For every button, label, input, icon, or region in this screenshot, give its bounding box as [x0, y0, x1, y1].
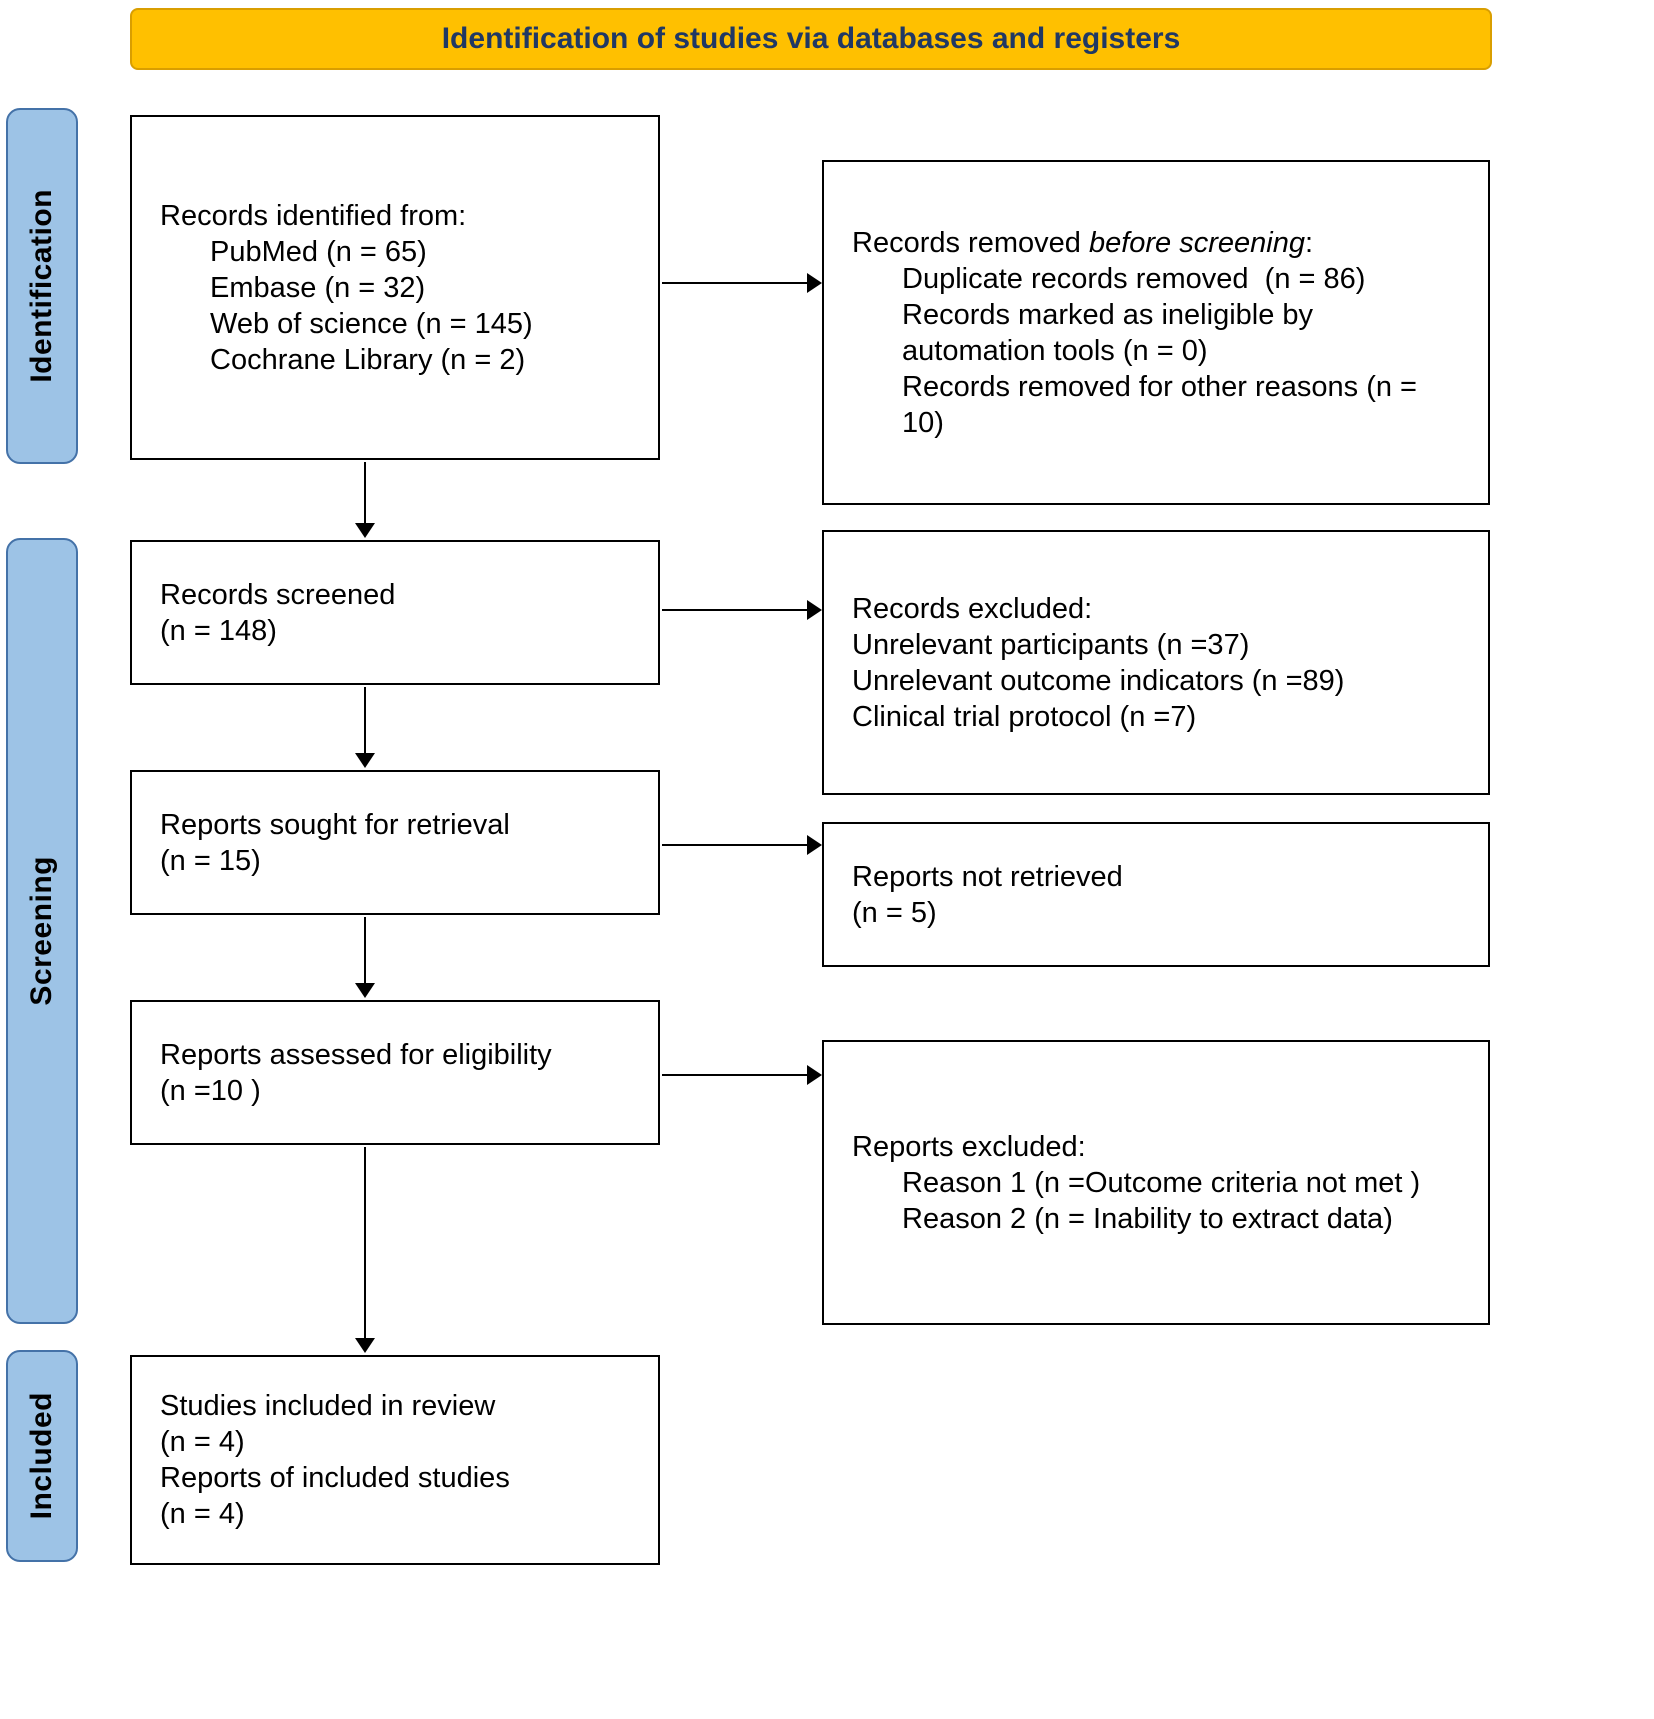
records-identified-item-web-of-science: Web of science (n = 145): [210, 307, 533, 340]
stage-label-screening-text: Screening: [25, 856, 58, 1006]
box-records-removed: [822, 160, 1490, 505]
records-identified-item-cochrane: Cochrane Library (n = 2): [210, 343, 526, 376]
records-excluded-line-3: Unrelevant outcome indicators (n =89): [852, 664, 1345, 697]
studies-included-line-3: Reports of included studies: [160, 1462, 510, 1494]
reports-not-retrieved-line-1: Reports not retrieved: [852, 860, 1123, 893]
reports-excluded-reason-1: Reason 1 (n =Outcome criteria not met ): [902, 1166, 1421, 1199]
stage-label-identification-text: Identification: [25, 189, 58, 383]
records-removed-heading-italic: before screening: [1088, 226, 1305, 259]
records-identified-item-pubmed: PubMed (n = 65): [210, 235, 427, 268]
arrow-screened-to-excluded: [662, 609, 808, 611]
reports-assessed-line-1: Reports assessed for eligibility: [160, 1038, 552, 1071]
arrow-sought-to-assessed: [364, 917, 366, 984]
arrow-identified-to-screened: [364, 462, 366, 524]
stage-label-identification: [6, 108, 78, 464]
box-records-excluded: [822, 530, 1490, 795]
records-removed-heading: [852, 225, 1464, 261]
studies-included-line-2: (n = 4): [160, 1426, 245, 1458]
box-reports-excluded: [822, 1040, 1490, 1325]
box-records-identified: [130, 115, 660, 460]
studies-included-line-4: (n = 4): [160, 1498, 245, 1530]
records-screened-line-1: Records screened: [160, 578, 396, 611]
records-removed-item-duplicates: Duplicate records removed (n = 86): [902, 262, 1366, 295]
box-reports-not-retrieved: [822, 822, 1490, 967]
arrow-assessed-to-reports-excluded: [662, 1074, 808, 1076]
reports-excluded-heading: Reports excluded:: [852, 1130, 1086, 1163]
arrow-screened-to-sought: [364, 687, 366, 754]
studies-included-line-1: Studies included in review: [160, 1390, 496, 1422]
records-removed-heading-suffix: :: [1304, 226, 1314, 259]
stage-label-screening: [6, 538, 78, 1324]
arrow-sought-to-not-retrieved: [662, 844, 808, 846]
box-studies-included: [130, 1355, 660, 1565]
arrow-assessed-to-included: [364, 1147, 366, 1339]
banner: [130, 8, 1492, 70]
stage-label-included: [6, 1350, 78, 1562]
records-excluded-line-1: Records excluded:: [852, 592, 1093, 625]
arrow-identified-to-removed: [662, 282, 808, 284]
reports-assessed-line-2: (n =10 ): [160, 1074, 261, 1107]
records-excluded-line-2: Unrelevant participants (n =37): [852, 628, 1250, 661]
records-screened-line-2: (n = 148): [160, 614, 277, 647]
records-removed-item-automation: Records marked as ineligible by automation tools (n = 0): [902, 298, 1322, 367]
reports-not-retrieved-line-2: (n = 5): [852, 896, 937, 929]
reports-sought-line-2: (n = 15): [160, 844, 261, 877]
records-excluded-line-4: Clinical trial protocol (n =7): [852, 700, 1197, 733]
records-identified-heading: Records identified from:: [160, 199, 467, 232]
banner-title: Identification of studies via databases and registers: [441, 22, 1181, 55]
reports-excluded-reason-2: Reason 2 (n = Inability to extract data): [902, 1202, 1393, 1235]
records-removed-item-other: Records removed for other reasons (n = 10): [902, 370, 1426, 439]
box-reports-sought: [130, 770, 660, 915]
records-identified-item-embase: Embase (n = 32): [210, 271, 426, 304]
reports-sought-line-1: Reports sought for retrieval: [160, 808, 510, 841]
box-records-screened: [130, 540, 660, 685]
stage-label-included-text: Included: [25, 1392, 58, 1520]
box-reports-assessed: [130, 1000, 660, 1145]
records-removed-heading-prefix: Records removed: [852, 226, 1089, 259]
